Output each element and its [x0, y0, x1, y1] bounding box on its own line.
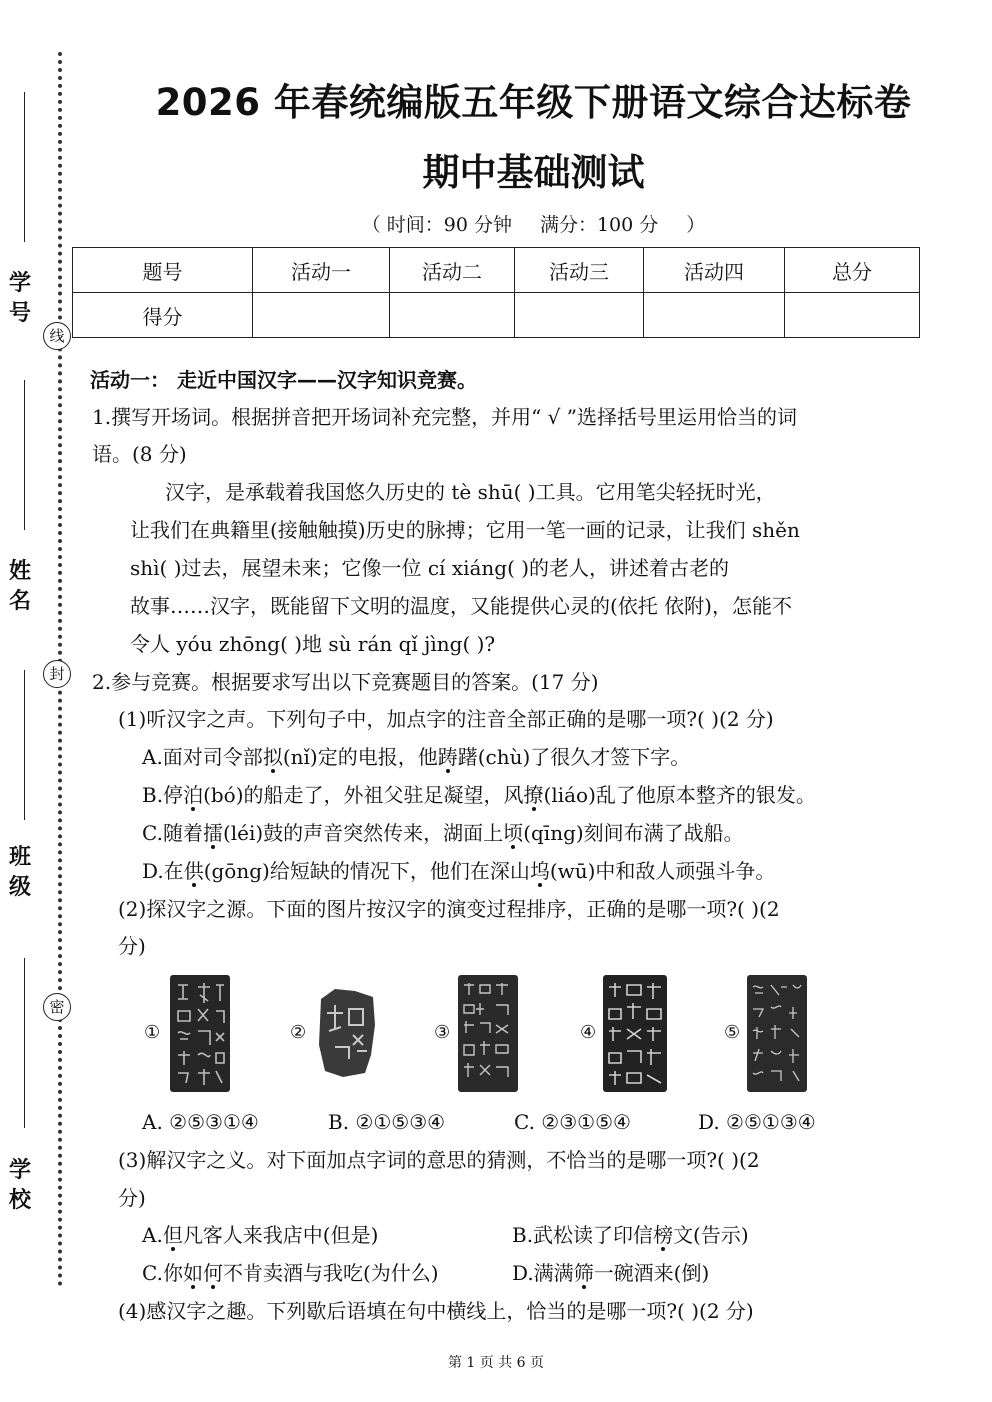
page-footer: 第 1 页 共 6 页 [447, 1355, 545, 1371]
school-label: 学 校 [8, 1157, 31, 1213]
dotted-char: 榜 [653, 1223, 674, 1247]
score-header-cell: 活动三 [515, 248, 644, 293]
q2-2-stem: (2)探汉字之源。下面的图片按汉字的演变过程排序，正确的是哪一项?( )(2 [118, 897, 780, 921]
dotted-char: 如 [182, 1261, 203, 1285]
q2-3-stem-cont: 分) [118, 1186, 146, 1210]
q2-2-option-c[interactable]: C. ②③①⑤④ [514, 1110, 631, 1134]
q2-3-option-c[interactable] [142, 1259, 439, 1287]
time-limit: （ 时间：90 分钟 [361, 214, 512, 236]
score-input-cell[interactable] [644, 293, 785, 338]
dotted-char: 踌 [437, 745, 458, 769]
option-text: (qīng)刻间布满了战船。 [523, 821, 744, 845]
dotted-char: 坞 [529, 859, 550, 883]
class-line [24, 670, 25, 820]
class-label: 班 级 [8, 844, 31, 900]
q2-1-option-c[interactable] [142, 819, 744, 847]
option-text: D.满满 [512, 1261, 574, 1285]
seal-line-mark: 线 [43, 322, 71, 350]
q2-2-option-d[interactable]: D. ②⑤①③④ [698, 1110, 816, 1134]
name-label: 姓 名 [8, 558, 31, 614]
page-title: 2026 年春统编版五年级下册语文综合达标卷 [155, 81, 912, 124]
score-input-cell[interactable] [390, 293, 515, 338]
q2-3-option-a[interactable] [142, 1221, 378, 1249]
option-text: 躇(chù)了很久才签下字。 [457, 745, 691, 769]
page-subtitle: 期中基础测试 [422, 151, 645, 194]
option-text: 文(告示) [673, 1223, 749, 1247]
seal-secret-mark: 密 [43, 993, 71, 1021]
activity1-heading: 活动一： 走近中国汉字——汉字知识竞赛。 [90, 368, 477, 392]
q1-passage-line: 汉字，是承载着我国悠久历史的 tè shū( )工具。它用笔尖轻抚时光， [165, 480, 776, 504]
q1-passage-line: shì( )过去，展望未来；它像一位 cí xiáng( )的老人，讲述着古老的 [130, 556, 730, 580]
option-text: C.随着 [142, 821, 203, 845]
option-text: (gōng)给短缺的情况下，他们在深山 [203, 859, 530, 883]
image-number: ② [290, 1022, 307, 1043]
seal-seal-mark: 封 [43, 660, 71, 688]
dotted-char: 撩 [523, 783, 544, 807]
dotted-char: 泊 [183, 783, 204, 807]
score-input-cell[interactable] [515, 293, 644, 338]
q2-3-stem: (3)解汉字之义。对下面加点字词的意思的猜测，不恰当的是哪一项?( )(2 [118, 1148, 760, 1172]
option-text: (léi)鼓的声音突然传来，湖面上 [222, 821, 504, 845]
dotted-char: 顷 [503, 821, 524, 845]
score-table [72, 247, 920, 338]
dotted-char: 筛 [573, 1261, 594, 1285]
script-image-5-icon [747, 975, 817, 1092]
full-score: 满分：100 分 [539, 214, 659, 236]
q1-stem: 1.撰写开场词。根据拼音把开场词补充完整，并用“ √ ”选择括号里运用恰当的词 [92, 405, 797, 429]
score-row-label: 得分 [73, 293, 253, 338]
q2-1-stem: (1)听汉字之声。下列句子中，加点字的注音全部正确的是哪一项?( )(2 分) [118, 707, 774, 731]
q2-2-option-b[interactable]: B. ②①⑤③④ [328, 1110, 446, 1134]
q2-1-option-b[interactable] [142, 781, 816, 809]
dotted-char: 但 [162, 1223, 183, 1247]
dotted-char: 擂 [202, 821, 223, 845]
image-number: ④ [580, 1022, 597, 1043]
q2-1-option-a[interactable] [142, 743, 690, 771]
q2-4-stem: (4)感汉字之趣。下列歇后语填在句中横线上，恰当的是哪一项?( )(2 分) [118, 1299, 754, 1323]
option-text: A. [142, 1223, 163, 1247]
dotted-char: 供 [183, 859, 204, 883]
option-text: B.停 [142, 783, 184, 807]
option-text: D.在 [142, 859, 184, 883]
q1-passage-line: 令人 yóu zhōng( )地 sù rán qǐ jìng( )? [130, 632, 496, 656]
score-header-cell: 活动四 [644, 248, 785, 293]
script-image-4-icon [603, 975, 673, 1092]
score-header-cell: 活动二 [390, 248, 515, 293]
score-header-cell: 活动一 [253, 248, 390, 293]
image-number: ① [144, 1022, 161, 1043]
option-text: (wū)中和敌人顽强斗争。 [549, 859, 776, 883]
q1-passage-line: 故事……汉字，既能留下文明的温度，又能提供心灵的(依托 依附)，怎能不 [130, 594, 792, 618]
student-id-line [24, 92, 25, 242]
school-line [24, 958, 25, 1128]
image-number: ⑤ [724, 1022, 741, 1043]
script-image-3-icon [458, 975, 528, 1092]
q2-3-option-d[interactable] [512, 1259, 709, 1287]
dotted-char: 拟 [262, 745, 283, 769]
q2-2-option-a[interactable]: A. ②⑤③①④ [142, 1110, 259, 1134]
option-text: 不肯卖酒与我吃(为什么) [222, 1261, 439, 1285]
q2-3-option-b[interactable] [512, 1221, 749, 1249]
q2-intro: 2.参与竞赛。根据要求写出以下竞赛题目的答案。(17 分) [92, 670, 599, 694]
score-header-cell: 总分 [785, 248, 920, 293]
q2-1-option-d[interactable] [142, 857, 775, 885]
option-text: (liáo)乱了他原本整齐的银发。 [543, 783, 816, 807]
score-input-cell[interactable] [785, 293, 920, 338]
score-header-cell: 题号 [73, 248, 253, 293]
option-text: (nǐ)定的电报，他 [282, 745, 438, 769]
image-number: ③ [434, 1022, 451, 1043]
dotted-char: 何 [202, 1261, 223, 1285]
name-line [24, 380, 25, 530]
exam-info-close: ） [686, 214, 706, 236]
option-text: A.面对司令部 [142, 745, 263, 769]
script-image-2-icon [315, 975, 385, 1092]
script-image-1-icon [170, 975, 240, 1092]
q2-2-stem-cont: 分) [118, 934, 146, 958]
q1-stem-cont: 语。(8 分) [92, 442, 187, 466]
score-input-cell[interactable] [253, 293, 390, 338]
exam-info [75, 210, 992, 237]
option-text: 一碗酒来(倒) [593, 1261, 710, 1285]
q1-passage-line: 让我们在典籍里(接触触摸)历史的脉搏；它用一笔一画的记录，让我们 shěn [130, 518, 800, 542]
option-text: B.武松读了印信 [512, 1223, 654, 1247]
option-text: (bó)的船走了，外祖父驻足凝望，风 [203, 783, 524, 807]
score-table-score-row [73, 293, 920, 338]
option-text: C.你 [142, 1261, 183, 1285]
binding-margin [0, 0, 75, 1402]
score-table-header-row [73, 248, 920, 293]
option-text: 凡客人来我店中(但是) [182, 1223, 379, 1247]
student-id-label: 学 号 [8, 270, 31, 326]
